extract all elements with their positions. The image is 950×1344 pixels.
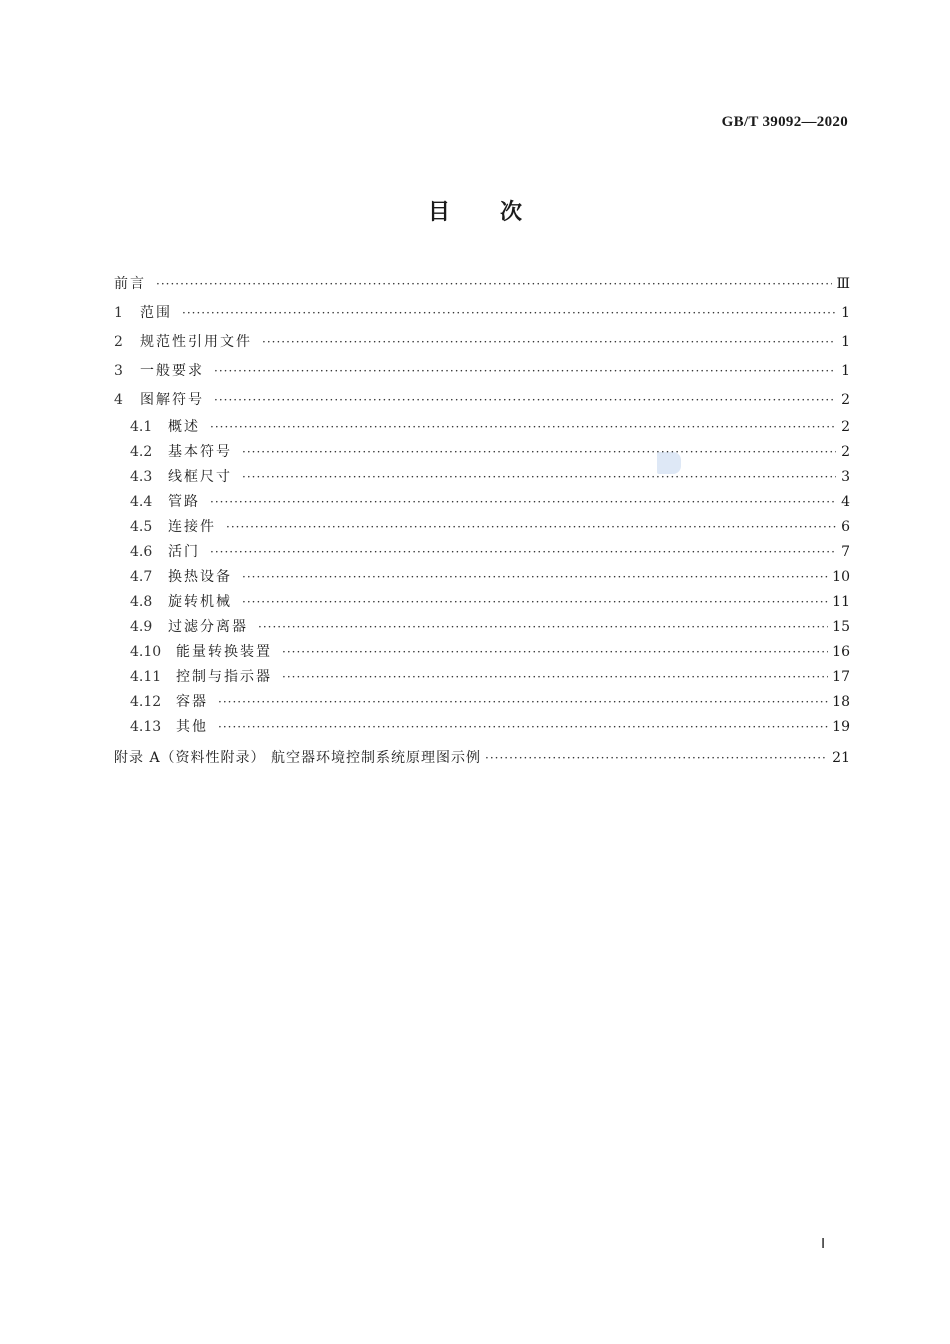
toc-entry-4-13[interactable] xyxy=(114,715,850,744)
toc-entry-page: 10 xyxy=(832,569,850,585)
leader-dots xyxy=(485,744,828,773)
toc-entry-4-4[interactable] xyxy=(114,490,850,515)
toc-entry-page: 1 xyxy=(841,363,850,379)
leader-dots xyxy=(262,328,836,357)
leader-dots xyxy=(214,386,836,415)
toc-entry-label: 容器 xyxy=(176,694,208,710)
toc-entry-page: 3 xyxy=(841,469,850,485)
toc-entry-label: 其他 xyxy=(176,719,208,735)
toc-entry-4-9[interactable] xyxy=(114,615,850,640)
leader-dots xyxy=(258,615,828,640)
toc-entry-1[interactable] xyxy=(114,299,850,328)
toc-entry-number: 4.1 xyxy=(130,419,153,435)
toc-entry-foreword[interactable] xyxy=(114,270,850,299)
toc-entry-label: 能量转换装置 xyxy=(176,644,272,660)
toc-entry-2[interactable] xyxy=(114,328,850,357)
toc-entry-label: 线框尺寸 xyxy=(168,469,232,485)
toc-entry-page: 2 xyxy=(841,444,850,460)
toc-entry-4-7[interactable] xyxy=(114,565,850,590)
toc-entry-label: 范围 xyxy=(140,305,172,321)
toc-entry-4[interactable] xyxy=(114,386,850,415)
toc-entry-number: 4.7 xyxy=(130,569,153,585)
toc-entry-number: 4.8 xyxy=(130,594,153,610)
toc-entry-label: 控制与指示器 xyxy=(176,669,272,685)
leader-dots xyxy=(242,440,836,465)
toc-entry-number: 4.12 xyxy=(130,694,162,710)
leader-dots xyxy=(182,299,836,328)
toc-entry-number: 3 xyxy=(114,363,123,379)
toc-entry-4-10[interactable] xyxy=(114,640,850,665)
toc-entry-label: 过滤分离器 xyxy=(168,619,248,635)
table-of-contents xyxy=(114,270,850,773)
toc-entry-label: 附录 A（资料性附录） 航空器环境控制系统原理图示例 xyxy=(114,750,482,766)
leader-dots xyxy=(218,715,828,740)
toc-entry-number: 4.2 xyxy=(130,444,153,460)
toc-entry-4-1[interactable] xyxy=(114,415,850,440)
toc-entry-page: 19 xyxy=(832,719,850,735)
toc-entry-page: 2 xyxy=(841,419,850,435)
toc-entry-label: 一般要求 xyxy=(140,363,204,379)
toc-entry-label: 基本符号 xyxy=(168,444,232,460)
toc-entry-4-2[interactable] xyxy=(114,440,850,465)
leader-dots xyxy=(242,565,828,590)
leader-dots xyxy=(242,590,828,615)
leader-dots xyxy=(210,490,836,515)
toc-entry-number: 1 xyxy=(114,305,123,321)
toc-entry-number: 2 xyxy=(114,334,123,350)
toc-entry-label: 活门 xyxy=(168,544,200,560)
toc-title: 目次 xyxy=(427,200,572,225)
toc-entry-page: 4 xyxy=(841,494,850,510)
toc-entry-label: 换热设备 xyxy=(168,569,232,585)
toc-entry-label: 规范性引用文件 xyxy=(140,334,252,350)
toc-entry-page: 1 xyxy=(841,334,850,350)
leader-dots xyxy=(210,540,836,565)
toc-entry-page: 11 xyxy=(832,594,850,610)
toc-entry-4-3[interactable] xyxy=(114,465,850,490)
toc-entry-number: 4.6 xyxy=(130,544,153,560)
toc-entry-number: 4.5 xyxy=(130,519,153,535)
toc-entry-number: 4.9 xyxy=(130,619,153,635)
toc-entry-4-5[interactable] xyxy=(114,515,850,540)
toc-entry-label: 连接件 xyxy=(168,519,216,535)
toc-entry-number: 4.3 xyxy=(130,469,153,485)
toc-entry-page: Ⅲ xyxy=(836,276,850,292)
leader-dots xyxy=(218,690,828,715)
toc-entry-page: 1 xyxy=(841,305,850,321)
toc-entry-page: 18 xyxy=(832,694,850,710)
toc-entry-label: 概述 xyxy=(168,419,200,435)
toc-entry-number: 4.13 xyxy=(130,719,162,735)
toc-entry-label: 旋转机械 xyxy=(168,594,232,610)
leader-dots xyxy=(214,357,836,386)
leader-dots xyxy=(242,465,836,490)
toc-entry-annex-a[interactable] xyxy=(114,744,850,773)
toc-entry-4-11[interactable] xyxy=(114,665,850,690)
toc-entry-3[interactable] xyxy=(114,357,850,386)
toc-entry-page: 15 xyxy=(832,619,850,635)
toc-entry-number: 4.10 xyxy=(130,644,162,660)
leader-dots xyxy=(282,640,828,665)
standard-code: GB/T 39092—2020 xyxy=(721,114,848,130)
toc-entry-label: 前言 xyxy=(114,276,146,292)
toc-entry-page: 7 xyxy=(841,544,850,560)
toc-entry-number: 4.4 xyxy=(130,494,153,510)
leader-dots xyxy=(226,515,836,540)
toc-entry-number: 4.11 xyxy=(130,669,162,685)
leader-dots xyxy=(210,415,836,440)
toc-entry-page: 2 xyxy=(841,392,850,408)
toc-entry-4-12[interactable] xyxy=(114,690,850,715)
toc-entry-4-6[interactable] xyxy=(114,540,850,565)
leader-dots xyxy=(156,270,832,299)
toc-entry-page: 16 xyxy=(832,644,850,660)
toc-entry-page: 17 xyxy=(832,669,850,685)
toc-entry-label: 管路 xyxy=(168,494,200,510)
toc-entry-page: 6 xyxy=(841,519,850,535)
toc-entry-number: 4 xyxy=(114,392,123,408)
page-number: Ⅰ xyxy=(821,1237,826,1252)
leader-dots xyxy=(282,665,828,690)
toc-entry-label: 图解符号 xyxy=(140,392,204,408)
toc-entry-4-8[interactable] xyxy=(114,590,850,615)
toc-entry-page: 21 xyxy=(832,750,850,766)
